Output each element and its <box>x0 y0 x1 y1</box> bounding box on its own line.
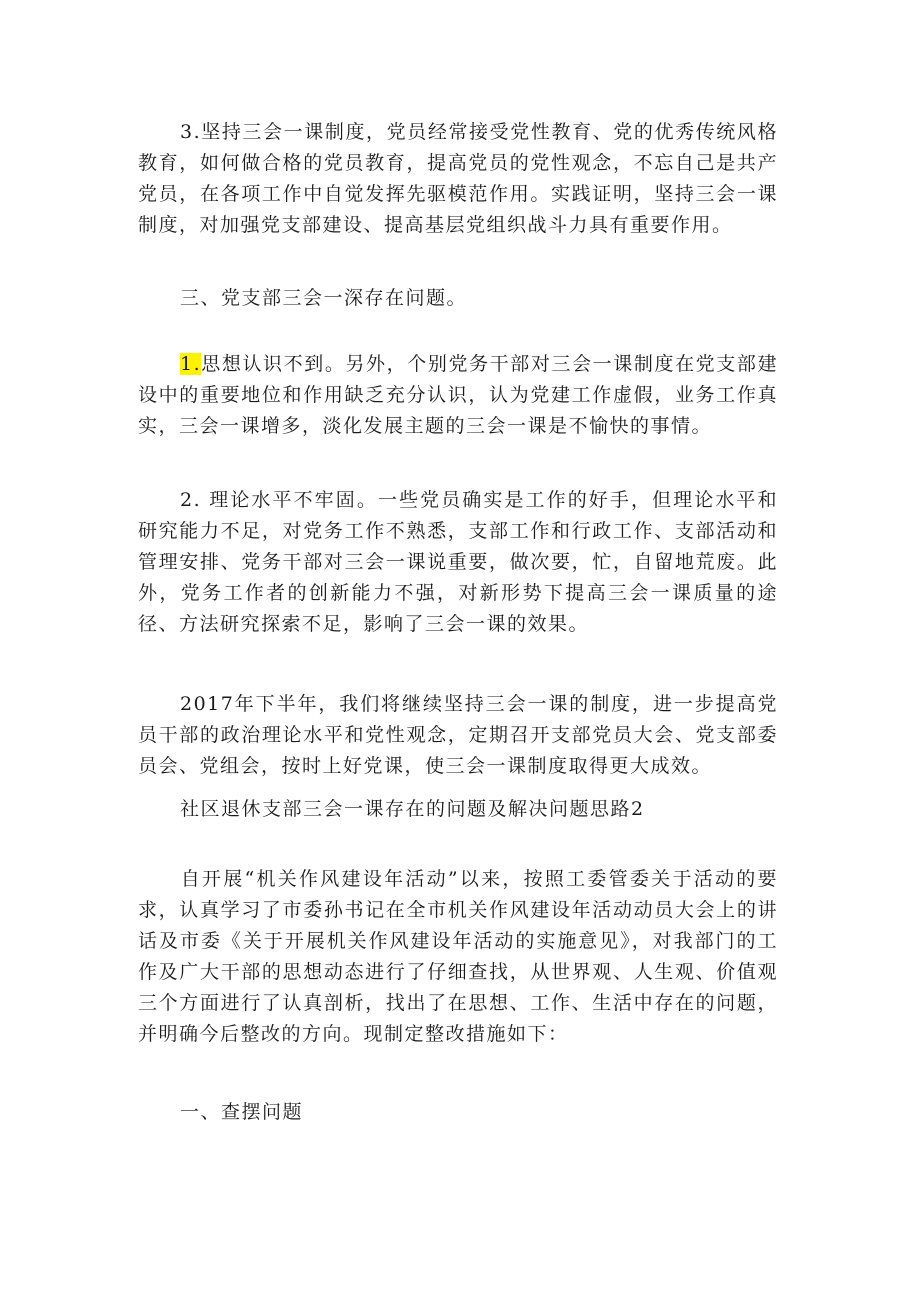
paragraph-text: 思想认识不到。另外，个别党务干部对三会一课制度在党支部建设中的重要地位和作用缺乏充分认识，认为党建工作虚假，业务工作真实，三会一课增多，淡化发展主题的三会一课是不愉快的事情。 <box>138 353 778 437</box>
subtitle-text: 社区退休支部三会一课存在的问题及解决问题思路2 <box>180 798 645 820</box>
paragraph-theory-level <box>138 485 778 640</box>
heading-text: 三、党支部三会一深存在问题。 <box>180 287 468 309</box>
section-heading-problems <box>138 283 778 314</box>
paragraph-2017-plan <box>138 689 778 782</box>
paragraph-three-meetings-system <box>138 117 778 241</box>
paragraph-text: 2. 理论水平不牢固。一些党员确实是工作的好手，但理论水平和研究能力不足，对党务工作不熟悉，支部工作和行政工作、支部活动和管理安排、党务干部对三会一课说重要，做次要，忙，自留地荒废。此外，党务工作者的创新能力不强，对新形势下提高三会一课质量的途径、方法研究探索不足，影响了三会一课的效果。 <box>138 489 778 635</box>
paragraph-ideological-understanding <box>138 349 778 442</box>
section-heading-find-problems <box>138 1097 778 1128</box>
highlighted-list-marker: 1. <box>180 353 202 375</box>
document-subtitle <box>138 794 778 825</box>
paragraph-text: 2017年下半年，我们将继续坚持三会一课的制度，进一步提高党员干部的政治理论水平和党性观念，定期召开支部党员大会、党支部委员会、党组会，按时上好党课，使三会一课制度取得更大成效。 <box>138 693 778 777</box>
heading-text: 一、查摆问题 <box>180 1101 304 1123</box>
paragraph-text: 3.坚持三会一课制度，党员经常接受党性教育、党的优秀传统风格教育，如何做合格的党员教育，提高党员的党性观念，不忘自己是共产党员，在各项工作中自觉发挥先驱模范作用。实践证明，坚持三会一课制度，对加强党支部建设、提高基层党组织战斗力具有重要作用。 <box>138 121 778 236</box>
paragraph-work-style-campaign <box>138 864 778 1050</box>
paragraph-text: 自开展“机关作风建设年活动”以来，按照工委管委关于活动的要求，认真学习了市委孙书记在全市机关作风建设年活动动员大会上的讲话及市委《关于开展机关作风建设年活动的实施意见》，对我部门的工作及广大干部的思想动态进行了仔细查找，从世界观、人生观、价值观三个方面进行了认真剖析，找出了在思想、工作、生活中存在的问题，并明确今后整改的方向。现制定整改措施如下： <box>138 868 778 1045</box>
